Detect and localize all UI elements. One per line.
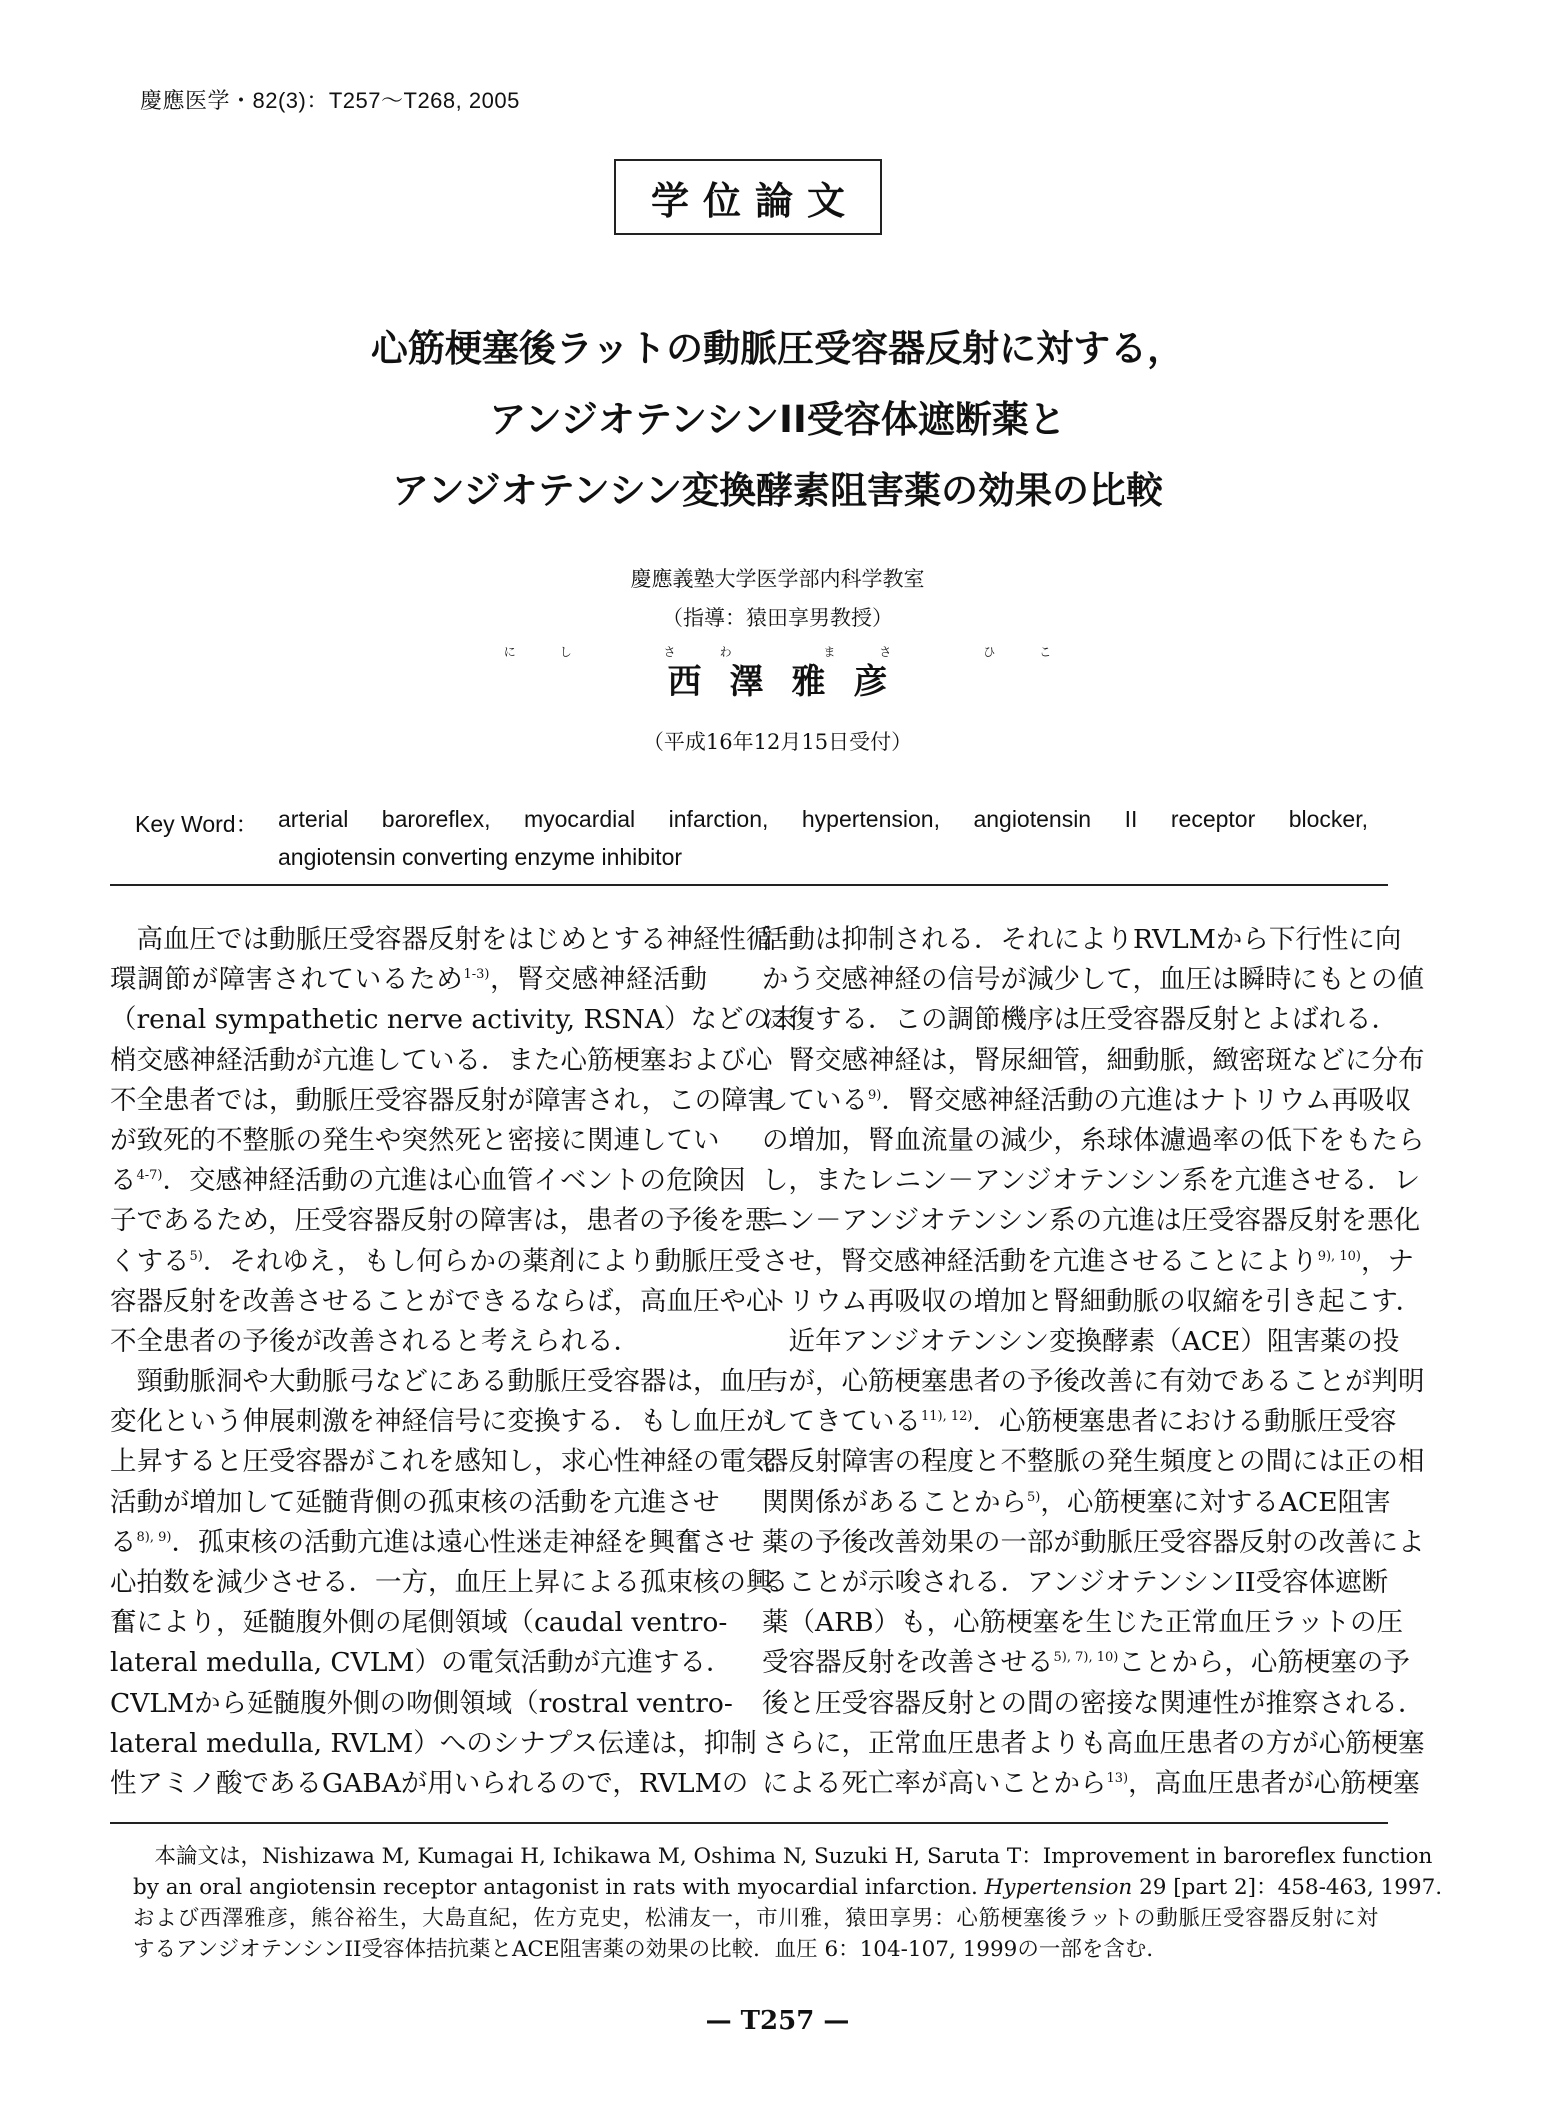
body-column-right — [762, 920, 1425, 1804]
citation-ref: 11), 12) — [921, 1409, 973, 1425]
text-segment: ことから，心筋梗塞の予 — [1118, 1647, 1410, 1679]
text-segment: 29 [part 2]：458-463, 1997. — [1132, 1875, 1443, 1900]
citation-ref: 13) — [1106, 1770, 1129, 1786]
text-line — [762, 1121, 1425, 1161]
text-line — [762, 1322, 1400, 1362]
text-line — [762, 1242, 1414, 1282]
text-line — [110, 1282, 773, 1322]
text-segment: （renal sympathetic nerve activity, RSNA）などの末 — [110, 1004, 797, 1036]
title-line-3: アンジオテンシン変換酵素阻害薬の効果の比較 — [392, 469, 1163, 512]
header-divider — [110, 884, 1388, 886]
text-segment: による死亡率が高いことから — [762, 1767, 1107, 1799]
text-segment: ，心筋梗塞に対するACE阻害 — [1040, 1486, 1391, 1518]
text-line — [762, 1201, 1421, 1241]
text-line — [762, 1041, 1425, 1081]
text-line — [762, 1402, 1397, 1442]
text-segment: ．孤束核の活動亢進は遠心性迷走神経を興奮させ — [171, 1526, 755, 1558]
text-segment: る — [110, 1526, 137, 1558]
text-line — [762, 1081, 1412, 1121]
text-line — [762, 1442, 1425, 1482]
text-segment: ．腎交感神経活動の亢進はナトリウム再吸収 — [881, 1084, 1412, 1116]
text-line — [762, 1684, 1425, 1724]
text-line — [762, 960, 1424, 1000]
text-segment: してきている — [762, 1406, 921, 1438]
text-segment: 活動が増加して延髄背側の孤束核の活動を亢進させ — [110, 1486, 720, 1518]
text-line — [110, 1322, 707, 1362]
text-segment: 性アミノ酸であるGABAが用いられるので，RVLMの — [110, 1767, 749, 1799]
text-segment: ．心筋梗塞患者における動脈圧受容 — [972, 1406, 1397, 1438]
keyword-label: Key Word： — [135, 811, 259, 837]
text-segment: 高血圧では動脈圧受容器反射をはじめとする神経性循 — [110, 924, 773, 955]
text-line — [110, 960, 707, 1000]
text-line — [110, 920, 773, 960]
text-segment: 不全患者では，動脈圧受容器反射が障害され，この障害 — [110, 1084, 775, 1116]
text-segment: 活動は抑制される．それによりRVLMから下行性に向 — [762, 924, 1402, 955]
text-line — [110, 1563, 773, 1603]
text-line — [762, 1362, 1425, 1402]
text-line — [110, 1724, 757, 1764]
text-segment: 受容器反射を改善させる — [762, 1647, 1054, 1679]
text-segment: ，腎交感神経活動 — [489, 964, 708, 996]
keywords-line-1: arterial baroreflex, myocardial infarction, hypertension, angiotensin II receptor blocker, — [278, 806, 1368, 832]
text-line — [110, 1402, 773, 1442]
text-segment: ．交感神経活動の亢進は心血管イベントの危険因 — [162, 1165, 746, 1197]
citation-ref: 9), 10) — [1317, 1248, 1361, 1264]
text-line — [133, 1903, 1378, 1934]
text-segment: 心拍数を減少させる．一方，血圧上昇による孤束核の興 — [110, 1567, 773, 1598]
citation-ref: 4-7) — [136, 1168, 163, 1184]
text-line — [762, 1724, 1425, 1764]
text-line — [110, 1000, 797, 1040]
text-line — [110, 1523, 755, 1563]
citation-ref: 1-3) — [463, 967, 490, 983]
text-line — [110, 1242, 761, 1282]
text-segment: し，またレニン－アンジオテンシン系を亢進させる．レ — [762, 1165, 1421, 1197]
text-line — [110, 1684, 733, 1724]
text-line — [110, 1362, 773, 1402]
text-line — [133, 1872, 1443, 1903]
text-segment: 不全患者の予後が改善されると考えられる． — [110, 1325, 640, 1357]
text-segment: くする — [110, 1245, 190, 1277]
text-segment: lateral medulla, RVLM）へのシナプス伝達は，抑制 — [110, 1727, 757, 1759]
footnote — [133, 1841, 1443, 1965]
text-line — [110, 1483, 720, 1523]
text-line — [133, 1934, 1378, 1965]
text-line — [762, 1563, 1389, 1603]
text-segment: 薬の予後改善効果の一部が動脈圧受容器反射の改善によ — [762, 1526, 1425, 1558]
article-type-box: 学位論文 — [614, 159, 882, 235]
keywords-line-2: angiotensin converting enzyme inhibitor — [278, 844, 683, 870]
text-segment: lateral medulla, CVLM）の電気活動が亢進する． — [110, 1647, 733, 1679]
text-line — [110, 1041, 773, 1081]
text-segment: 子であるため，圧受容器反射の障害は，患者の予後を悪 — [110, 1205, 772, 1237]
text-segment: および西澤雅彦，熊谷裕生，大島直紀，佐方克史，松浦友一，市川雅，猿田享男：心筋梗塞後ラットの動脈圧受容器反射に対 — [133, 1906, 1378, 1931]
text-segment: 頸動脈洞や大動脈弓などにある動脈圧受容器は，血圧 — [110, 1366, 773, 1398]
text-segment: 上昇すると圧受容器がこれを感知し，求心性神経の電気 — [110, 1446, 773, 1478]
page-number: — T257 — — [705, 2006, 850, 2036]
text-segment: ることが示唆される．アンジオテンシンII受容体遮断 — [762, 1567, 1389, 1598]
text-line — [110, 1081, 775, 1121]
journal-citation: 慶應医学・82(3)：T257〜T268, 2005 — [140, 88, 520, 113]
text-line — [110, 1603, 728, 1643]
text-segment: ニン－アンジオテンシン系の亢進は圧受容器反射を悪化 — [762, 1205, 1421, 1237]
text-segment: ，ナ — [1360, 1245, 1414, 1277]
text-segment: 腎交感神経は，腎尿細管，細動脈，緻密斑などに分布 — [762, 1044, 1425, 1076]
text-segment: トリウム再吸収の増加と腎細動脈の収縮を引き起こす． — [762, 1285, 1423, 1317]
text-line — [110, 1643, 733, 1683]
text-segment: 後と圧受容器反射との間の密接な関連性が推察される． — [762, 1687, 1425, 1719]
text-segment: さらに，正常血圧患者よりも高血圧患者の方が心筋梗塞 — [762, 1727, 1425, 1759]
text-line — [133, 1841, 1433, 1872]
text-segment: CVLMから延髄腹外側の吻側領域（rostral ventro- — [110, 1687, 733, 1719]
text-segment: に復する．この調節機序は圧受容器反射とよばれる． — [762, 1004, 1398, 1036]
text-line — [110, 1121, 720, 1161]
text-line — [762, 1161, 1421, 1201]
text-segment: 近年アンジオテンシン変換酵素（ACE）阻害薬の投 — [762, 1325, 1400, 1357]
text-segment: 本論文は，Nishizawa M, Kumagai H, Ichikawa M, Oshima N, Suzuki H, Saruta T：Improvement in baroreflex function — [133, 1844, 1433, 1869]
text-segment: ，高血圧患者が心筋梗塞 — [1128, 1767, 1420, 1799]
text-segment: 奮により，延髄腹外側の尾側領域（caudal ventro- — [110, 1607, 728, 1639]
text-segment: 器反射障害の程度と不整脈の発生頻度との間には正の相 — [762, 1446, 1425, 1478]
text-line — [762, 1483, 1391, 1523]
text-line — [762, 1603, 1404, 1643]
text-segment: している — [762, 1084, 868, 1116]
text-segment: が致死的不整脈の発生や突然死と密接に関連してい — [110, 1124, 720, 1156]
citation-ref: 5) — [1027, 1489, 1041, 1505]
text-segment: 薬（ARB）も，心筋梗塞を生じた正常血圧ラットの圧 — [762, 1607, 1404, 1639]
citation-ref: 9) — [868, 1087, 882, 1103]
text-segment: の増加，腎血流量の減少，糸球体濾過率の低下をもたら — [762, 1124, 1425, 1156]
received-date: （平成16年12月15日受付） — [642, 730, 913, 754]
text-line — [110, 1161, 746, 1201]
title-line-1: 心筋梗塞後ラットの動脈圧受容器反射に対する， — [370, 327, 1185, 370]
footnote-divider — [110, 1822, 1388, 1824]
supervisor: （指導：猿田享男教授） — [662, 606, 893, 630]
citation-ref: 5) — [189, 1248, 203, 1264]
text-segment: 関関係があることから — [762, 1486, 1027, 1518]
text-segment: ．それゆえ，もし何らかの薬剤により動脈圧受 — [202, 1245, 761, 1277]
text-line — [762, 1523, 1425, 1563]
text-segment: させ，腎交感神経活動を亢進させることにより — [762, 1245, 1318, 1277]
text-line — [110, 1442, 773, 1482]
text-line — [762, 1643, 1410, 1683]
text-line — [762, 1282, 1423, 1322]
text-segment: 梢交感神経活動が亢進している．また心筋梗塞および心 — [110, 1044, 773, 1076]
title-line-2: アンジオテンシンII受容体遮断薬と — [489, 398, 1066, 441]
text-segment: 環調節が障害されているため — [110, 964, 464, 996]
affiliation: 慶應義塾大学医学部内科学教室 — [630, 567, 925, 591]
citation-ref: 8), 9) — [136, 1529, 172, 1545]
text-line — [762, 920, 1402, 960]
author-ruby: にし さわ まさ ひこ — [503, 645, 1096, 659]
text-line — [110, 1764, 749, 1804]
author-name: 西澤雅彦 — [667, 662, 916, 702]
text-line — [762, 1764, 1420, 1804]
text-segment: するアンジオテンシンII受容体拮抗薬とACE阻害薬の効果の比較．血圧 6：104-107, 1999の一部を含む． — [133, 1937, 1168, 1962]
text-segment: 変化という伸展刺激を神経信号に変換する．もし血圧が — [110, 1406, 773, 1438]
text-segment: る — [110, 1165, 137, 1197]
text-segment: 与が，心筋梗塞患者の予後改善に有効であることが判明 — [762, 1366, 1425, 1398]
text-segment: by an oral angiotensin receptor antagonist in rats with myocardial infarction. — [133, 1875, 985, 1900]
text-line — [762, 1000, 1398, 1040]
citation-ref: 5), 7), 10) — [1053, 1650, 1119, 1666]
journal-name: Hypertension — [984, 1875, 1133, 1900]
text-line — [110, 1201, 772, 1241]
body-column-left — [110, 920, 797, 1804]
text-segment: 容器反射を改善させることができるならば，高血圧や心 — [110, 1285, 773, 1317]
text-segment: かう交感神経の信号が減少して，血圧は瞬時にもとの値 — [762, 964, 1424, 996]
